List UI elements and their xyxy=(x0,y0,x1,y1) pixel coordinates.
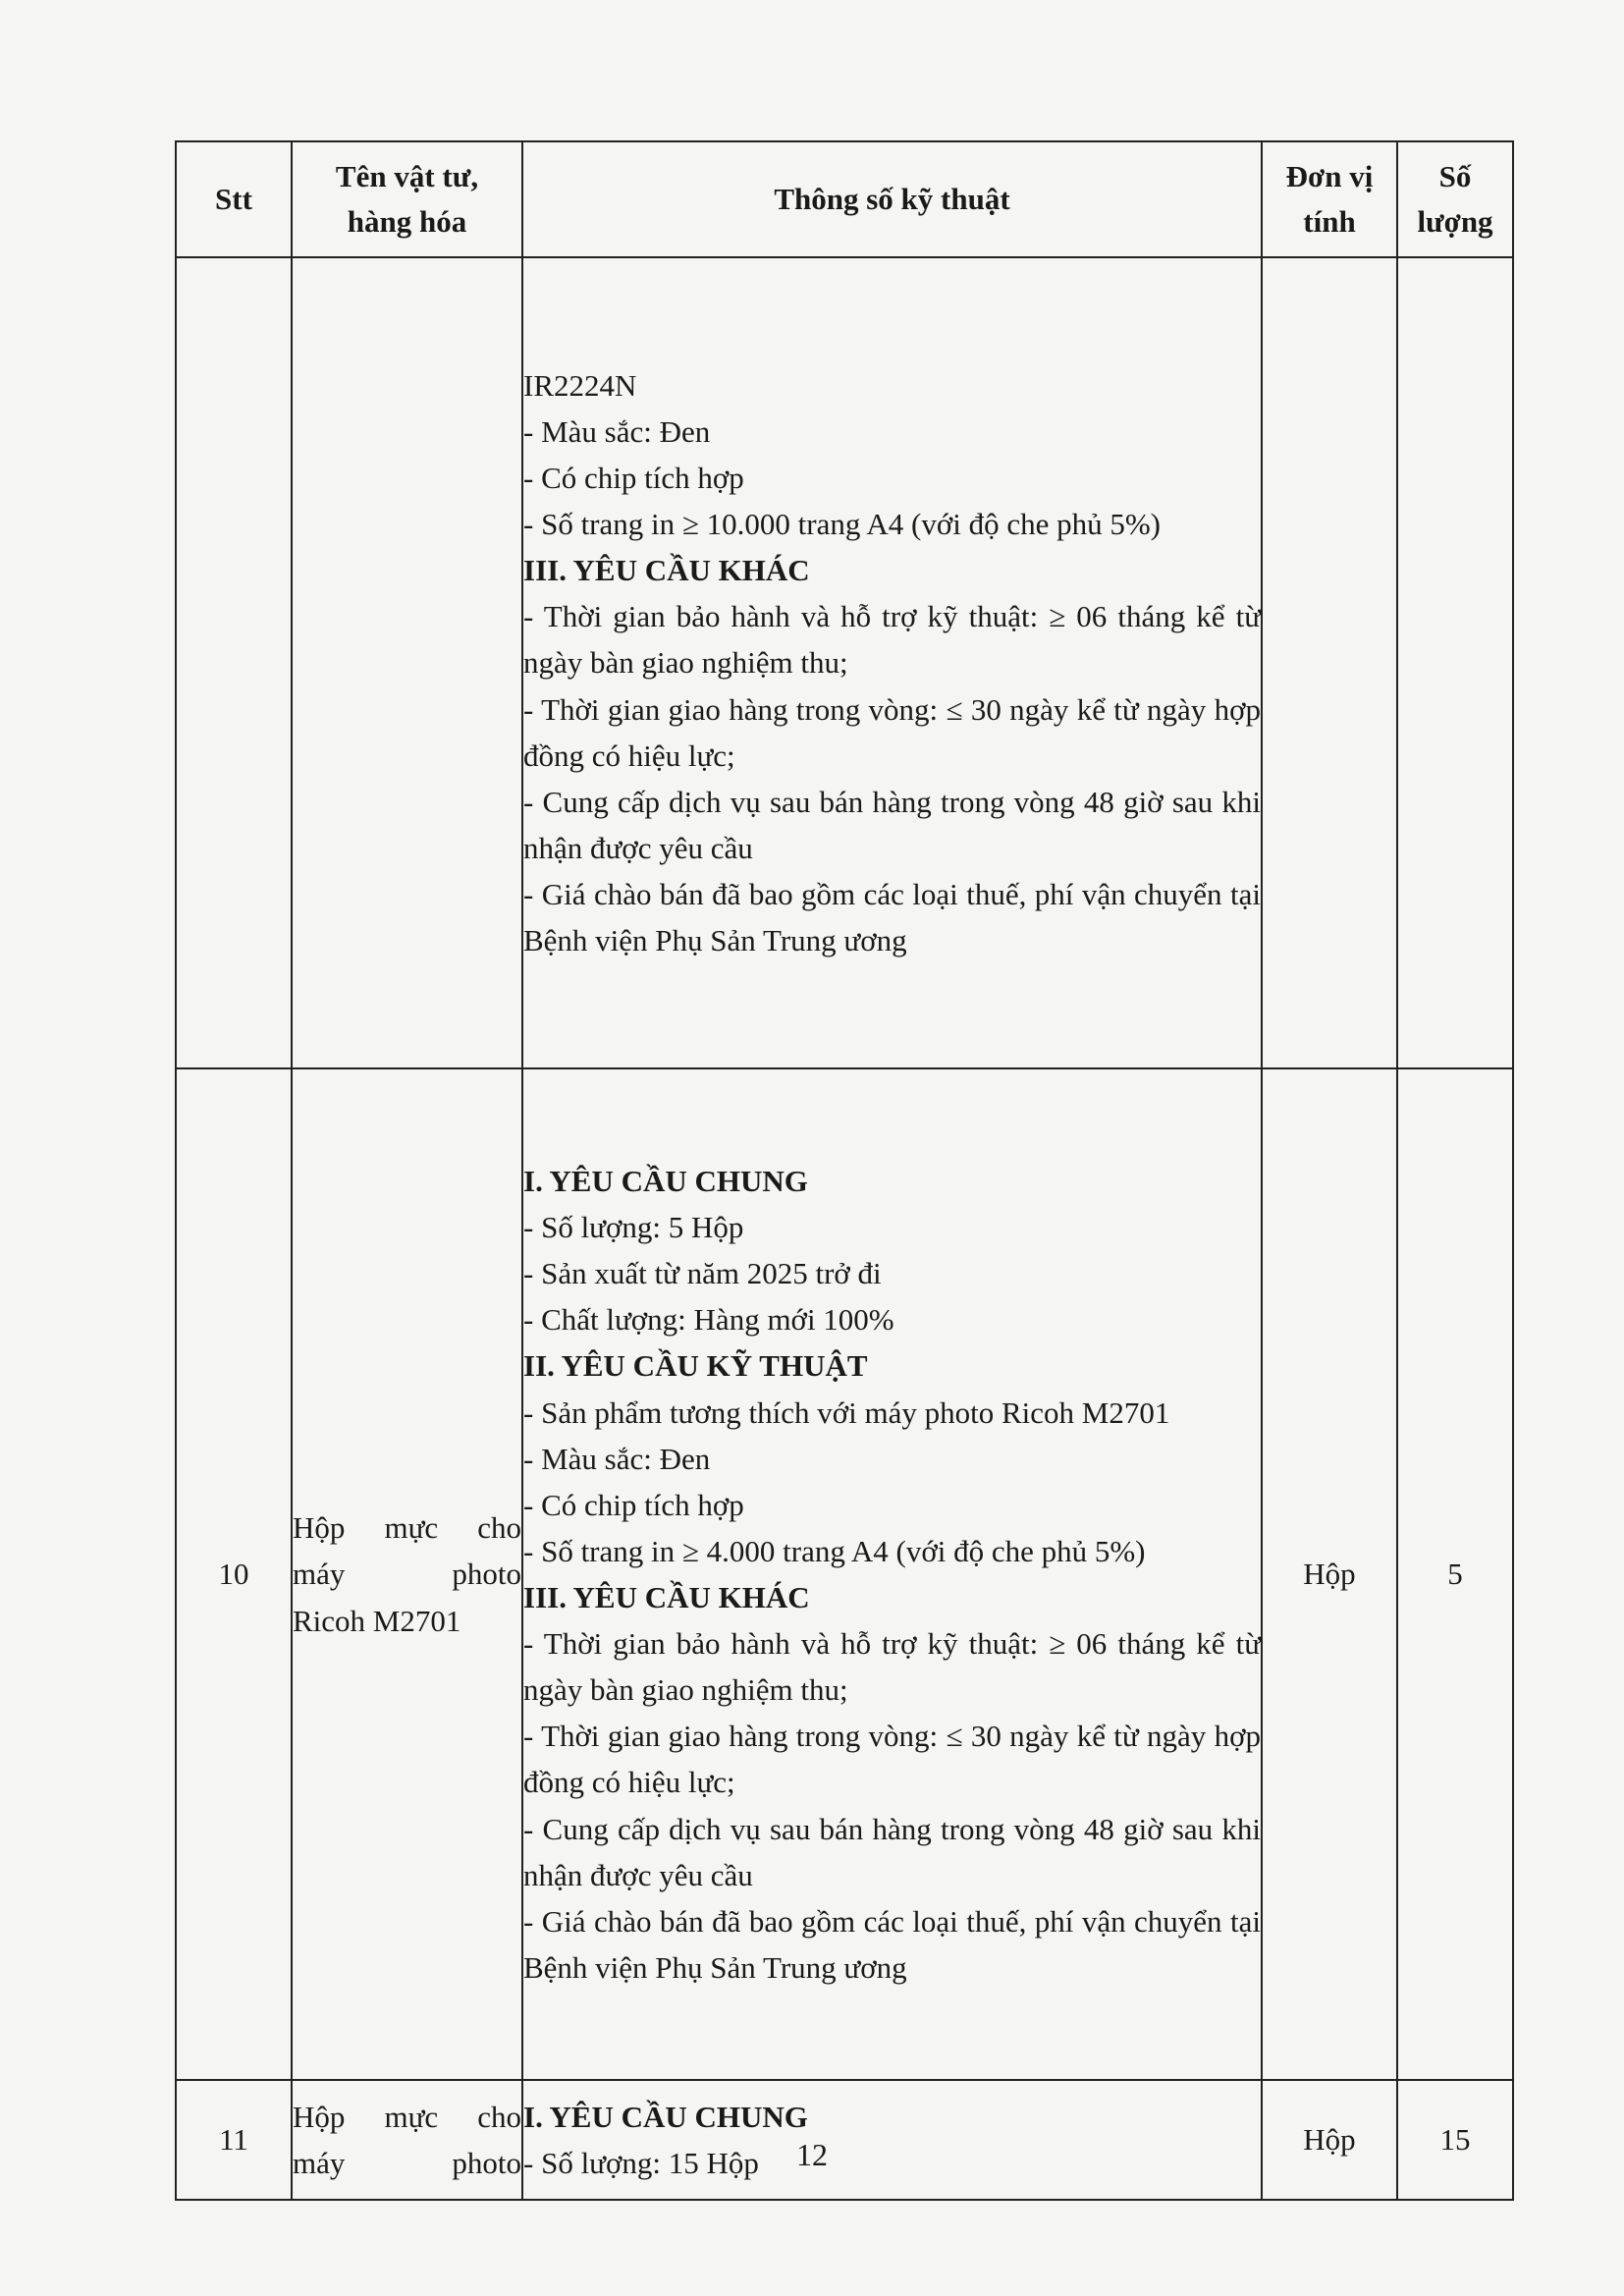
spec-heading: III. YÊU CẦU KHÁC xyxy=(523,1580,810,1614)
spec-line: - Sản phẩm tương thích với máy photo Ricoh M2701 xyxy=(523,1394,1170,1430)
cell-stt xyxy=(176,257,292,1068)
spec-line: - Có chip tích hợp xyxy=(523,1487,744,1522)
header-spec: Thông số kỹ thuật xyxy=(522,141,1262,257)
spec-line: - Màu sắc: Đen xyxy=(523,1441,711,1476)
table-row-continued xyxy=(176,257,1513,1068)
header-unit: Đơn vị tính xyxy=(1262,141,1397,257)
cell-name xyxy=(292,257,522,1068)
cell-stt: 11 xyxy=(176,2080,292,2200)
name-line: Ricoh M2701 xyxy=(293,1603,461,1638)
spec-line: - Thời gian giao hàng trong vòng: ≤ 30 ngày kể từ ngày hợp đồng có hiệu lực; xyxy=(523,691,1261,773)
cell-qty: 5 xyxy=(1397,1068,1513,2080)
spec-line: - Thời gian bảo hành và hỗ trợ kỹ thuật: ≥ 06 tháng kể từ ngày bàn giao nghiệm thu; xyxy=(523,599,1261,681)
spec-table xyxy=(175,140,1514,2201)
cell-qty: 15 xyxy=(1397,2080,1513,2200)
spec-heading: I. YÊU CẦU CHUNG xyxy=(523,1164,808,1199)
spec-line: - Thời gian bảo hành và hỗ trợ kỹ thuật: ≥ 06 tháng kể từ ngày bàn giao nghiệm thu; xyxy=(523,1626,1261,1708)
name-line: máy photo xyxy=(293,1557,521,1592)
spec-line: - Giá chào bán đã bao gồm các loại thuế, phí vận chuyển tại Bệnh viện Phụ Sản Trung ương xyxy=(523,876,1261,958)
cell-unit: Hộp xyxy=(1262,2080,1397,2200)
cell-unit xyxy=(1262,257,1397,1068)
header-stt: Stt xyxy=(176,141,292,257)
spec-line: - Số trang in ≥ 4.000 trang A4 (với độ che phủ 5%) xyxy=(523,1533,1146,1568)
name-line: máy photo xyxy=(293,2146,521,2180)
spec-line: - Sản xuất từ năm 2025 trở đi xyxy=(523,1256,882,1291)
cell-spec xyxy=(522,257,1262,1068)
header-qty: Số lượng xyxy=(1397,141,1513,257)
table-header-row xyxy=(176,141,1513,257)
spec-heading: I. YÊU CẦU CHUNG xyxy=(523,2099,808,2134)
header-name: Tên vật tư, hàng hóa xyxy=(292,141,522,257)
spec-line: - Chất lượng: Hàng mới 100% xyxy=(523,1302,894,1338)
spec-line: - Có chip tích hợp xyxy=(523,461,744,495)
table-row-10 xyxy=(176,1068,1513,2080)
spec-line: - Thời gian giao hàng trong vòng: ≤ 30 ngày kể từ ngày hợp đồng có hiệu lực; xyxy=(523,1719,1261,1800)
spec-heading: II. YÊU CẦU KỸ THUẬT xyxy=(523,1348,868,1384)
spec-line: - Cung cấp dịch vụ sau bán hàng trong vòng 48 giờ sau khi nhận được yêu cầu xyxy=(523,1811,1261,1892)
cell-unit: Hộp xyxy=(1262,1068,1397,2080)
page-number: 12 xyxy=(796,2137,828,2172)
name-line: Hộp mực cho xyxy=(293,1510,521,1546)
cell-stt: 10 xyxy=(176,1068,292,2080)
cell-name xyxy=(292,1068,522,2080)
spec-line: IR2224N xyxy=(523,367,637,403)
spec-line: - Màu sắc: Đen xyxy=(523,413,711,449)
spec-line: - Giá chào bán đã bao gồm các loại thuế, phí vận chuyển tại Bệnh viện Phụ Sản Trung ương xyxy=(523,1903,1261,1985)
spec-line: - Số trang in ≥ 10.000 trang A4 (với độ che phủ 5%) xyxy=(523,507,1162,542)
spec-line: - Số lượng: 5 Hộp xyxy=(523,1210,744,1245)
cell-qty xyxy=(1397,257,1513,1068)
spec-heading: III. YÊU CẦU KHÁC xyxy=(523,553,810,588)
name-line: Hộp mực cho xyxy=(293,2099,521,2134)
spec-line: - Cung cấp dịch vụ sau bán hàng trong vòng 48 giờ sau khi nhận được yêu cầu xyxy=(523,784,1261,865)
cell-spec xyxy=(522,1068,1262,2080)
spec-line: - Số lượng: 15 Hộp xyxy=(523,2146,759,2180)
